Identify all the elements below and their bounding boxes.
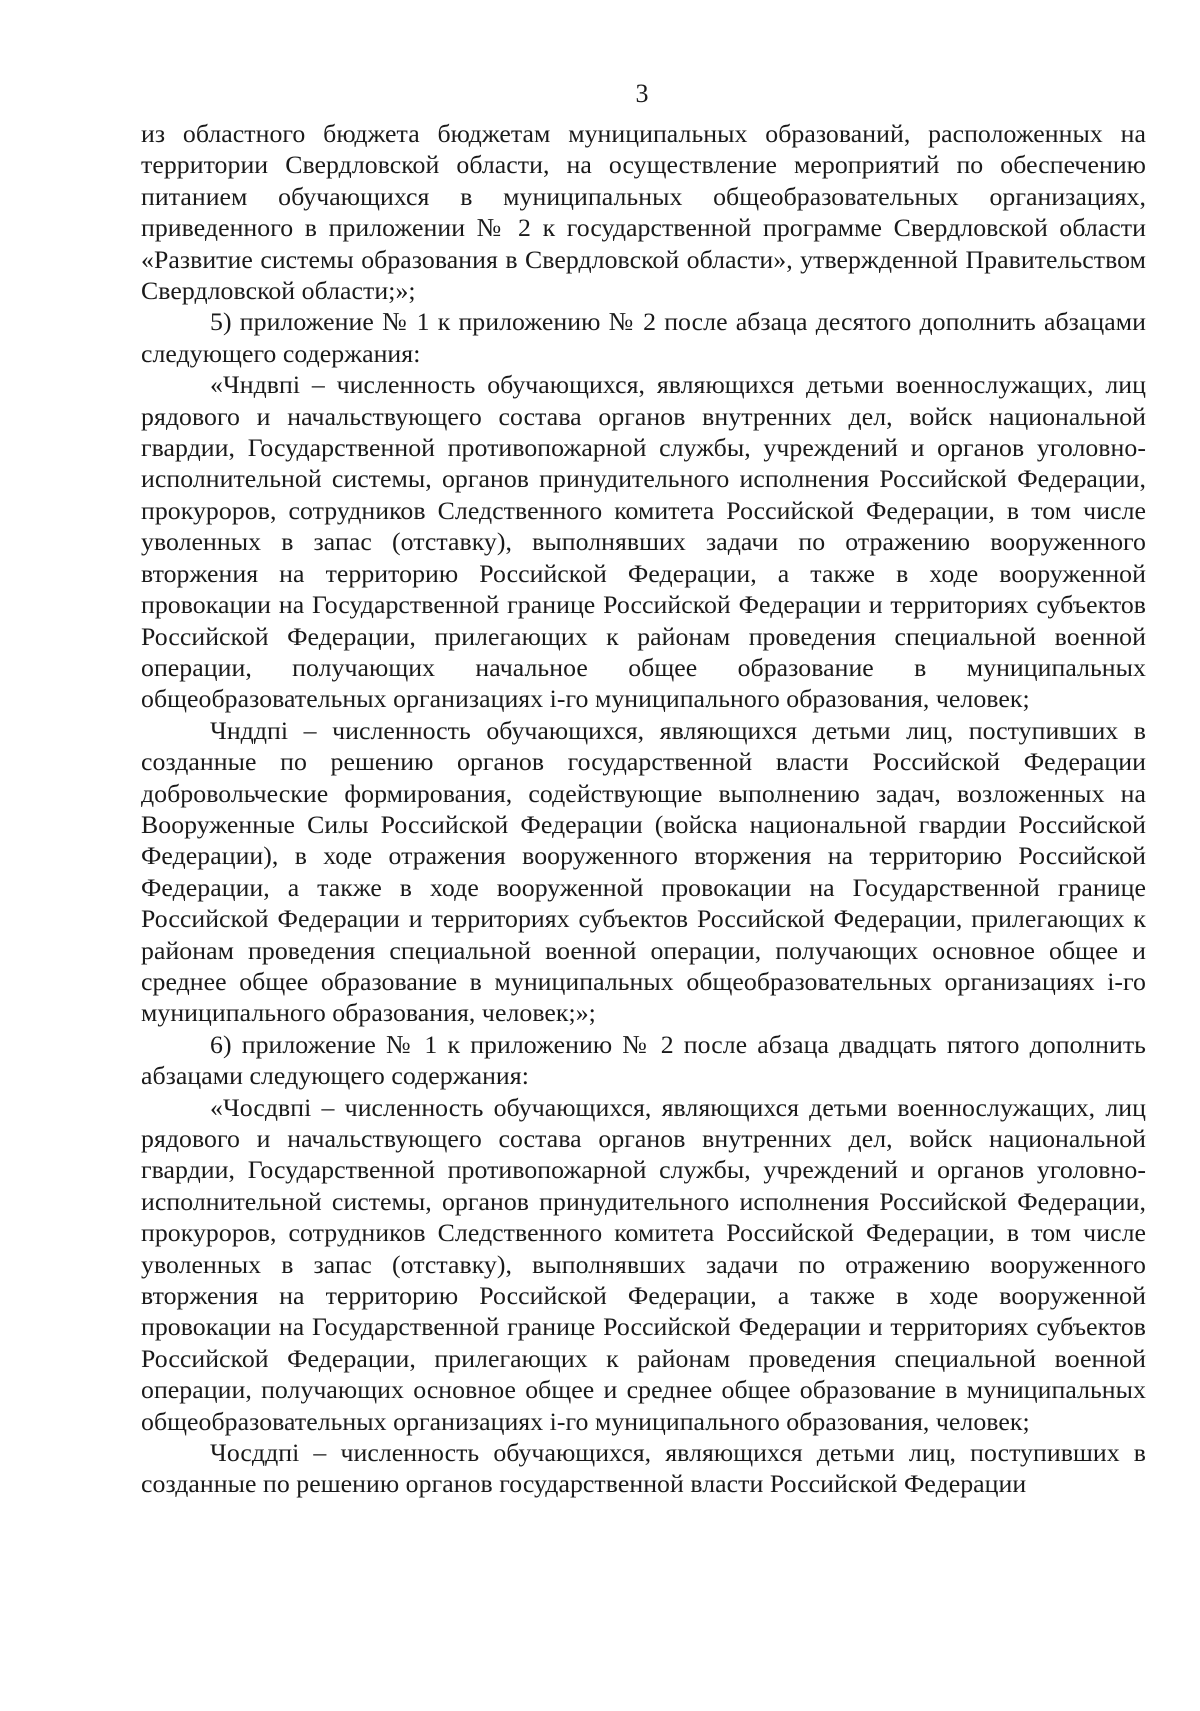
page-number: 3 [635,79,649,108]
paragraph-definition-chosdvp: «Чосдвпi – численность обучающихся, являющихся детьми военнослужащих, лиц рядового и начальствующего состава органов внутренних дел, войск национальной гвардии, Государственной противопожарной службы, учреждений и органов уголовно-исполнительной системы, органов принудительного исполнения Российской Федерации, прокуроров, сотрудников Следственного комитета Российской Федерации, в том числе уволенных в запас (отставку), выполнявших задачи по отражению вооруженного вторжения на территорию Российской Федерации, а также в ходе вооруженной провокации на Государственной границе Российской Федерации и территориях субъектов Российской Федерации, прилегающих к районам проведения специальной военной операции, получающих основное общее и среднее общее образование в муниципальных общеобразовательных организациях i-го муниципального образования, человек; [141,1092,1146,1436]
paragraph-item-6: 6) приложение № 1 к приложению № 2 после абзаца двадцать пятого дополнить абзацами следующего содержания: [141,1029,1146,1091]
paragraph-definition-chosddp: Чосддпi – численность обучающихся, являющихся детьми лиц, поступивших в созданные по решению органов государственной власти Российской Федерации [141,1438,1146,1499]
paragraph-item-5: 5) приложение № 1 к приложению № 2 после абзаца десятого дополнить абзацами следующего содержания: [141,307,1146,368]
document-body [141,118,1146,1500]
paragraph-definition-chnddp: Чнддпi – численность обучающихся, являющихся детьми лиц, поступивших в созданные по решению органов государственной власти Российской Федерации добровольческие формирования, содействующие выполнению задач, возложенных на Вооруженные Силы Российской Федерации (войска национальной гвардии Российской Федерации), в ходе отражения вооруженного вторжения на территорию Российской Федерации, а также в ходе вооруженной провокации на Государственной границе Российской Федерации и территориях субъектов Российской Федерации, прилегающих к районам проведения специальной военной операции, получающих основное общее и среднее общее образование в муниципальных общеобразовательных организациях i-го муниципального образования, человек;»; [141,715,1146,1028]
paragraph-definition-chndvp: «Чндвпi – численность обучающихся, являющихся детьми военнослужащих, лиц рядового и начальствующего состава органов внутренних дел, войск национальной гвардии, Государственной противопожарной службы, учреждений и органов уголовно-исполнительной системы, органов принудительного исполнения Российской Федерации, прокуроров, сотрудников Следственного комитета Российской Федерации, в том числе уволенных в запас (отставку), выполнявших задачи по отражению вооруженного вторжения на территорию Российской Федерации, а также в ходе вооруженной провокации на Государственной границе Российской Федерации и территориях субъектов Российской Федерации, прилегающих к районам проведения специальной военной операции, получающих начальное общее образование в муниципальных общеобразовательных организациях i-го муниципального образования, человек; [141,370,1146,714]
paragraph-continuation: из областного бюджета бюджетам муниципальных образований, расположенных на территории Свердловской области, на осуществление мероприятий по обеспечению питанием обучающихся в муниципальных общеобразовательных организациях, приведенного в приложении № 2 к государственной программе Свердловской области «Развитие системы образования в Свердловской области», утвержденной Правительством Свердловской области;»; [141,119,1146,306]
